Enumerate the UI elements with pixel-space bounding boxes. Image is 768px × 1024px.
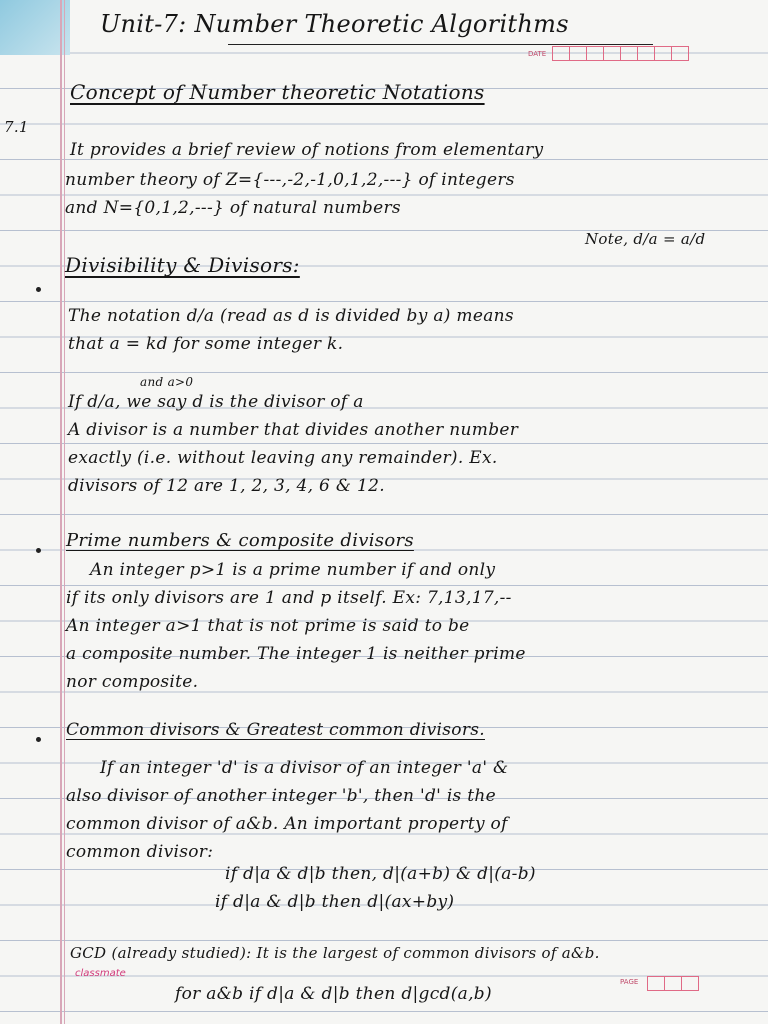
common-line-1: If an integer 'd' is a divisor of an integer 'a' &	[100, 758, 509, 778]
margin-line	[60, 0, 62, 1024]
title-underline	[228, 44, 653, 45]
divisibility-line-4: A divisor is a number that divides another number	[68, 420, 519, 440]
divisibility-line-5: exactly (i.e. without leaving any remainder). Ex.	[68, 448, 498, 468]
intro-line-2: number theory of Z={---,-2,-1,0,1,2,---} of integers	[65, 170, 515, 190]
date-label: DATE	[528, 50, 547, 58]
common-line-2: also divisor of another integer 'b', then 'd' is the	[66, 786, 497, 806]
divisibility-heading: Divisibility & Divisors:	[65, 253, 300, 277]
common-heading: Common divisors & Greatest common divisors.	[66, 720, 485, 740]
common-line-3: common divisor of a&b. An important property of	[66, 814, 508, 834]
divisibility-line-6: divisors of 12 are 1, 2, 3, 4, 6 & 12.	[68, 476, 385, 496]
formula-1: if d|a & d|b then, d|(a+b) & d|(a-b)	[225, 864, 536, 884]
prime-line-3: An integer a>1 that is not prime is said to be	[66, 616, 470, 636]
page-label: PAGE	[620, 978, 639, 986]
insert-note: and a>0	[140, 375, 194, 389]
page-title: Unit-7: Number Theoretic Algorithms	[100, 10, 569, 38]
divisibility-line-2: that a = kd for some integer k.	[68, 334, 344, 354]
common-line-4: common divisor:	[66, 842, 214, 862]
divisibility-line-3: If d/a, we say d is the divisor of a	[68, 392, 364, 412]
section-heading: Concept of Number theoretic Notations	[70, 80, 485, 104]
prime-line-2: if its only divisors are 1 and p itself. Ex: 7,13,17,--	[66, 588, 512, 608]
page-boxes[interactable]	[648, 976, 699, 991]
prime-line-5: nor composite.	[66, 672, 199, 692]
date-boxes[interactable]	[553, 46, 689, 61]
gcd-line-2: for a&b if d|a & d|b then d|gcd(a,b)	[175, 984, 492, 1004]
intro-line-1: It provides a brief review of notions from elementary	[70, 140, 544, 160]
gcd-line-1: GCD (already studied): It is the largest of common divisors of a&b.	[70, 944, 600, 962]
bullet	[36, 548, 41, 553]
prime-heading: Prime numbers & composite divisors	[66, 530, 414, 551]
bullet	[36, 287, 41, 292]
formula-2: if d|a & d|b then d|(ax+by)	[215, 892, 455, 912]
brand-logo: classmate	[75, 968, 126, 979]
intro-line-3: and N={0,1,2,---} of natural numbers	[65, 198, 401, 218]
bullet	[36, 737, 41, 742]
prime-line-4: a composite number. The integer 1 is neither prime	[66, 644, 526, 664]
divisibility-side-note: Note, d/a = a/d	[585, 230, 706, 248]
section-number: 7.1	[4, 118, 29, 136]
prime-line-1: An integer p>1 is a prime number if and only	[90, 560, 496, 580]
margin-line-inner	[64, 0, 65, 1024]
divisibility-line-1: The notation d/a (read as d is divided by a) means	[68, 306, 514, 326]
